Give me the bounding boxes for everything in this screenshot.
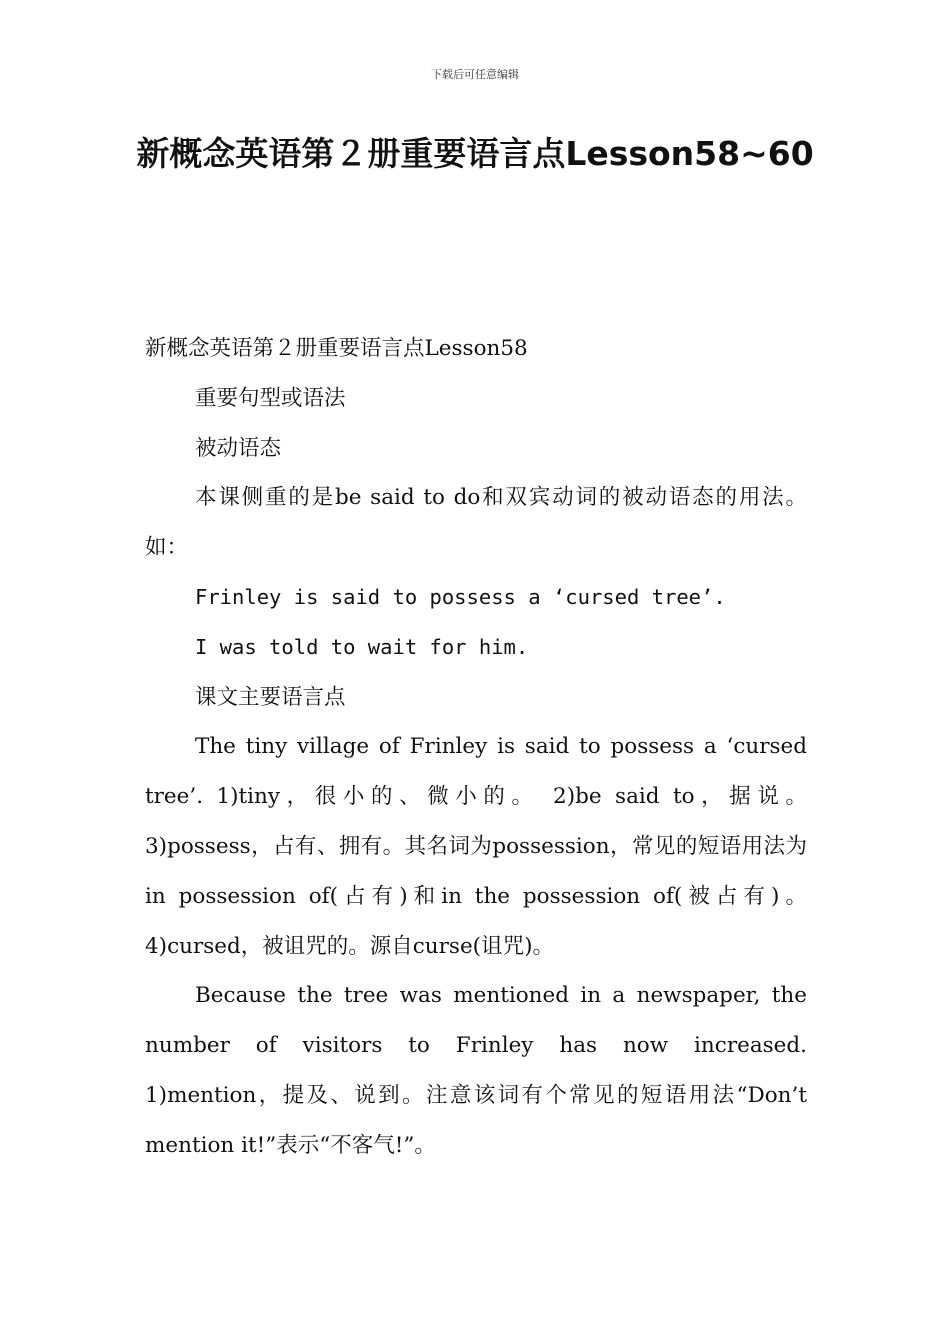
header-note: 下载后可任意编辑 (431, 68, 519, 81)
lesson-heading: 新概念英语第２册重要语言点Lesson58 (145, 336, 528, 361)
language-point-paragraph-2: Because the tree was mentioned in a newspaper, the number of visitors to Frinley has now increased. 1)mention，提及、说到。注意该词有个常见的短语用法“Don’t mention it!”表示“不客气!”。 (145, 983, 807, 1158)
grammar-topic: 被动语态 (195, 435, 282, 461)
section-heading-grammar: 重要句型或语法 (195, 385, 346, 411)
language-point-paragraph-1: The tiny village of Frinley is said to possess a ‘cursed tree’. 1)tiny，很小的、微小的。 2)be said to，据说。 3)possess，占有、拥有。其名词为possession，常见的短语用法为in possession of(占有)和in the possession of(被占有)。 4)cursed，被诅咒的。源自curse(诅咒)。 (145, 734, 807, 959)
grammar-description: 本课侧重的是be said to do和双宾动词的被动语态的用法。如： (145, 485, 807, 561)
document-body (145, 324, 807, 1171)
example-sentence-1: Frinley is said to possess a ‘cursed tree’. (195, 584, 726, 609)
example-sentence-2: I was told to wait for him. (195, 634, 529, 659)
section-heading-language-points: 课文主要语言点 (195, 684, 346, 710)
document-title: 新概念英语第２册重要语言点Lesson58~60 (136, 134, 814, 173)
